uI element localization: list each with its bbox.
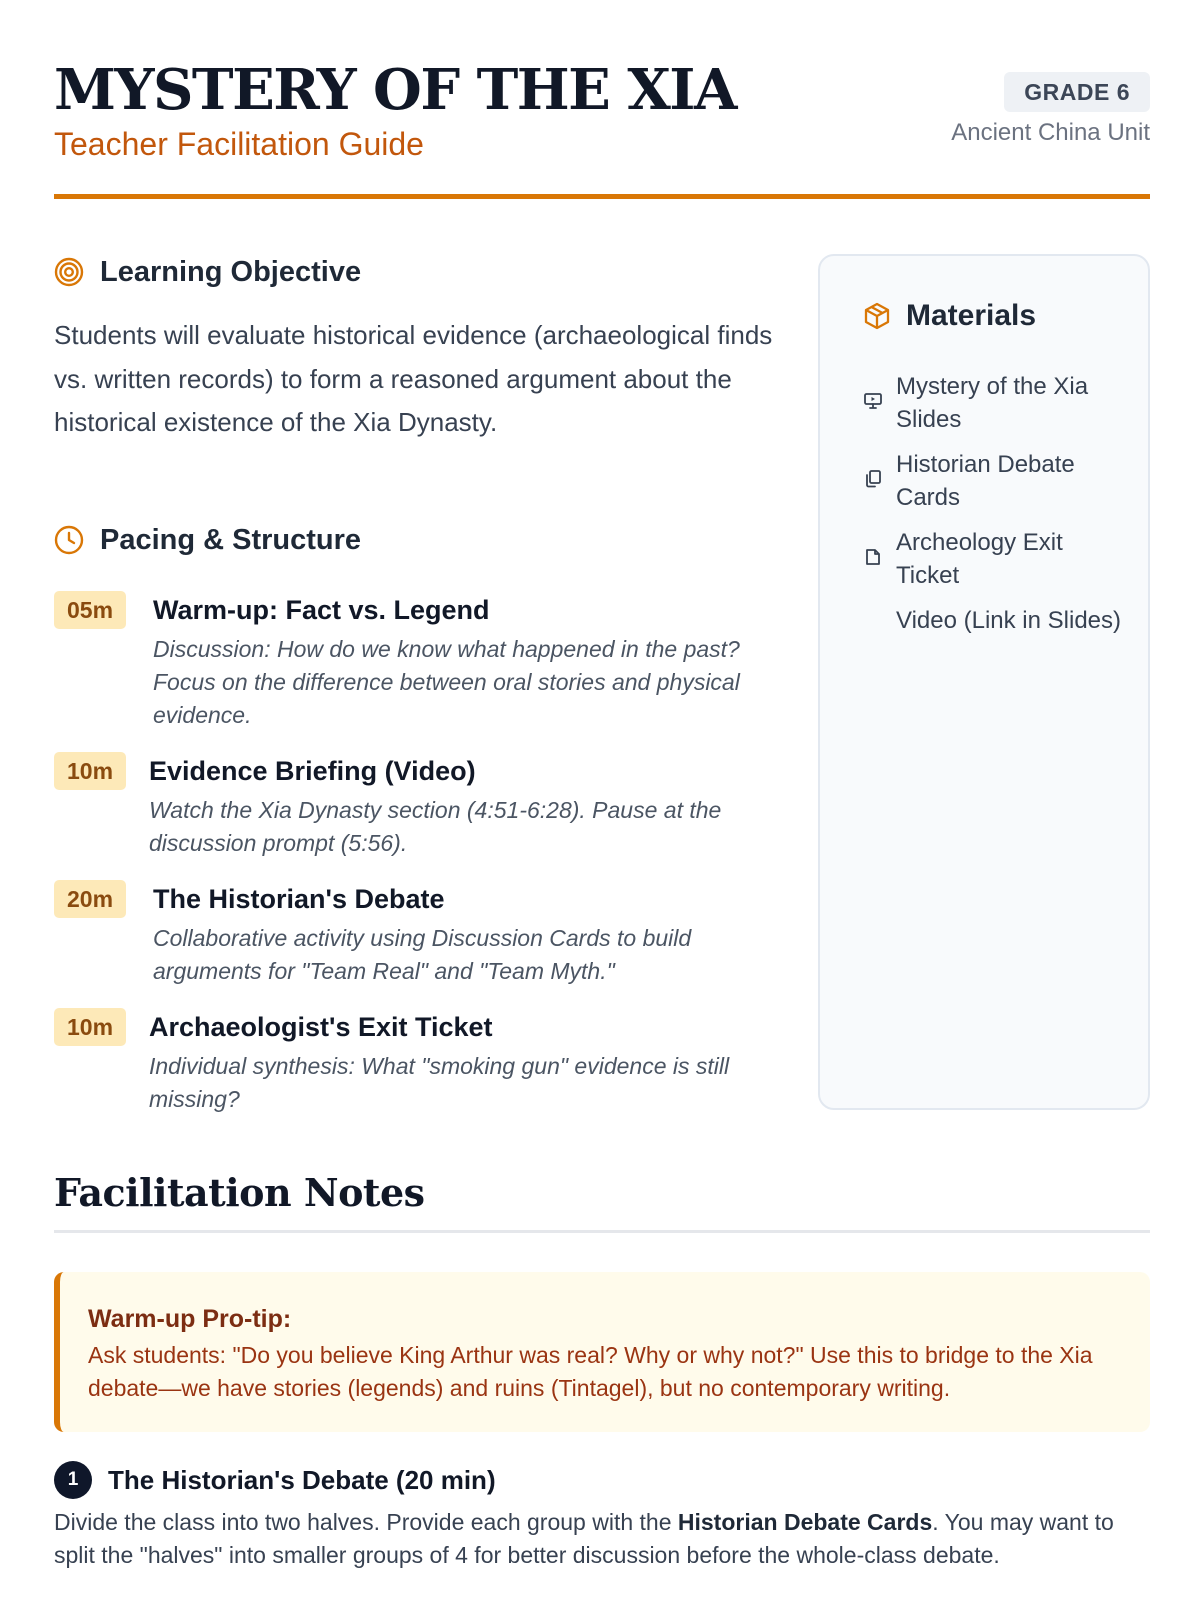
facilitation-notes-heading: Facilitation Notes: [54, 1170, 425, 1215]
package-icon: [862, 301, 892, 331]
material-label: Historian Debate Cards: [896, 451, 1075, 511]
grade-badge: GRADE 6: [1004, 72, 1150, 112]
time-badge: 05m: [54, 591, 126, 629]
target-icon: [54, 257, 84, 287]
step-text-part: Divide the class into two halves. Provide each group with the: [54, 1509, 678, 1535]
document-icon: [862, 546, 884, 568]
pacing-item-desc: Collaborative activity using Discussion Cards to build arguments for "Team Real" and "Team Myth.": [153, 925, 692, 984]
objective-heading: [54, 254, 361, 290]
page-subtitle: Teacher Facilitation Guide: [54, 126, 424, 162]
material-item: [862, 370, 1132, 436]
unit-label: Ancient China Unit: [951, 119, 1150, 146]
pacing-item-title: Evidence Briefing (Video): [149, 756, 476, 786]
materials-heading-label: Materials: [906, 299, 1037, 332]
step-text-part: . You may want to split the "halves" into smaller groups of 4 for better discussion before the whole-class debate.: [54, 1509, 1114, 1568]
material-item: [862, 604, 1132, 670]
time-badge: 20m: [54, 880, 126, 918]
clock-icon: [54, 525, 84, 555]
step-number-badge: 1: [54, 1461, 92, 1499]
presentation-icon: [862, 390, 884, 412]
pacing-item: [54, 880, 794, 984]
material-item: [862, 448, 1132, 514]
pacing-item-desc: Watch the Xia Dynasty section (4:51-6:28). Pause at the discussion prompt (5:56).: [149, 797, 722, 856]
step-title: The Historian's Debate (20 min): [108, 1464, 496, 1495]
pacing-item-desc: Individual synthesis: What "smoking gun" evidence is still missing?: [149, 1053, 730, 1112]
pacing-item: [54, 752, 794, 856]
objective-text: Students will evaluate historical evidence (archaeological finds vs. written records) to form a reasoned argument about the historical existence of the Xia Dynasty.: [54, 320, 773, 437]
page-header: [54, 56, 1150, 200]
step-text: [54, 1506, 1150, 1572]
cards-icon: [862, 468, 884, 490]
pacing-heading: [54, 522, 361, 558]
step-heading: [54, 1460, 496, 1500]
pacing-item: [54, 1008, 794, 1112]
pro-tip-callout: [54, 1272, 1150, 1432]
pro-tip-text: Ask students: "Do you believe King Arthur was real? Why or why not?" Use this to bridge to the Xia debate—we have stories (legends) and ruins (Tintagel), but no contemporary writing.: [88, 1342, 1093, 1401]
material-label: Video (Link in Slides): [896, 607, 1122, 634]
materials-heading: [862, 296, 1036, 336]
material-item: [862, 526, 1132, 592]
step-text-emphasis: Historian Debate Cards: [677, 1509, 933, 1535]
pro-tip-title: Warm-up Pro-tip:: [88, 1305, 292, 1333]
pacing-item-title: The Historian's Debate: [153, 884, 445, 914]
time-badge: 10m: [54, 1008, 126, 1046]
pacing-item-title: Archaeologist's Exit Ticket: [149, 1012, 493, 1042]
guide-page: [54, 0, 1150, 1600]
objective-heading-label: Learning Objective: [100, 255, 362, 288]
pacing-item: [54, 591, 794, 731]
page-title: MYSTERY OF THE XIA: [54, 57, 736, 123]
time-badge: 10m: [54, 752, 126, 790]
material-label: Archeology Exit Ticket: [896, 529, 1063, 589]
pacing-item-desc: Discussion: How do we know what happened in the past? Focus on the difference between oral stories and physical evidence.: [153, 636, 740, 728]
material-label: Mystery of the Xia Slides: [896, 373, 1089, 433]
header-divider: [54, 194, 1150, 199]
notes-divider: [54, 1230, 1150, 1233]
pacing-heading-label: Pacing & Structure: [100, 523, 362, 556]
materials-card: [818, 254, 1150, 1110]
pacing-item-title: Warm-up: Fact vs. Legend: [153, 595, 490, 625]
